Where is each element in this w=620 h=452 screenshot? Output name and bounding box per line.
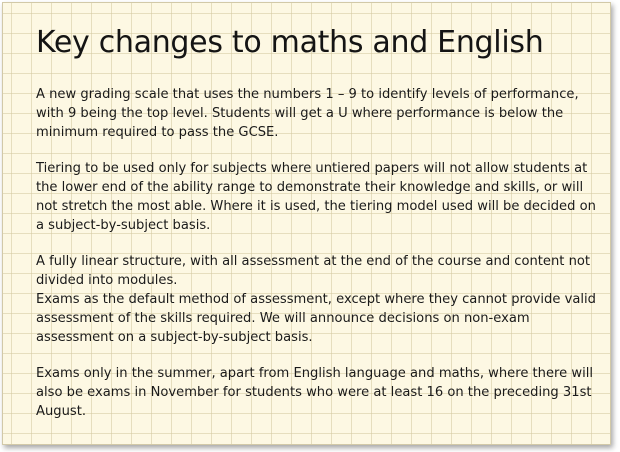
- paragraph-exams-default: Exams as the default method of assessment, except where they cannot provide valid assessment of the skills required. We will announce decisions on non-exam assessment on a subject-by-subject basis.: [36, 292, 596, 345]
- paragraph-grading-scale: A new grading scale that uses the numbers 1 – 9 to identify levels of performance, with 9 being the top level. Students will get a U where performance is below the minimum required to pass the GCSE.: [36, 87, 579, 140]
- page-title: Key changes to maths and English: [36, 25, 544, 60]
- paragraph-exams-summer: Exams only in the summer, apart from English language and maths, where there will also be exams in November for students who were at least 16 on the preceding 31st August.: [36, 366, 593, 419]
- grid-paper-card: [2, 2, 611, 445]
- paragraph-linear-structure: A fully linear structure, with all assessment at the end of the course and content not divided into modules.: [36, 254, 591, 288]
- paragraph-tiering: Tiering to be used only for subjects where untiered papers will not allow students at the lower end of the ability range to demonstrate their knowledge and skills, or will not stretch the most able. Where it is used, the tiering model used will be decided on a subject-by-subject basis.: [36, 161, 596, 233]
